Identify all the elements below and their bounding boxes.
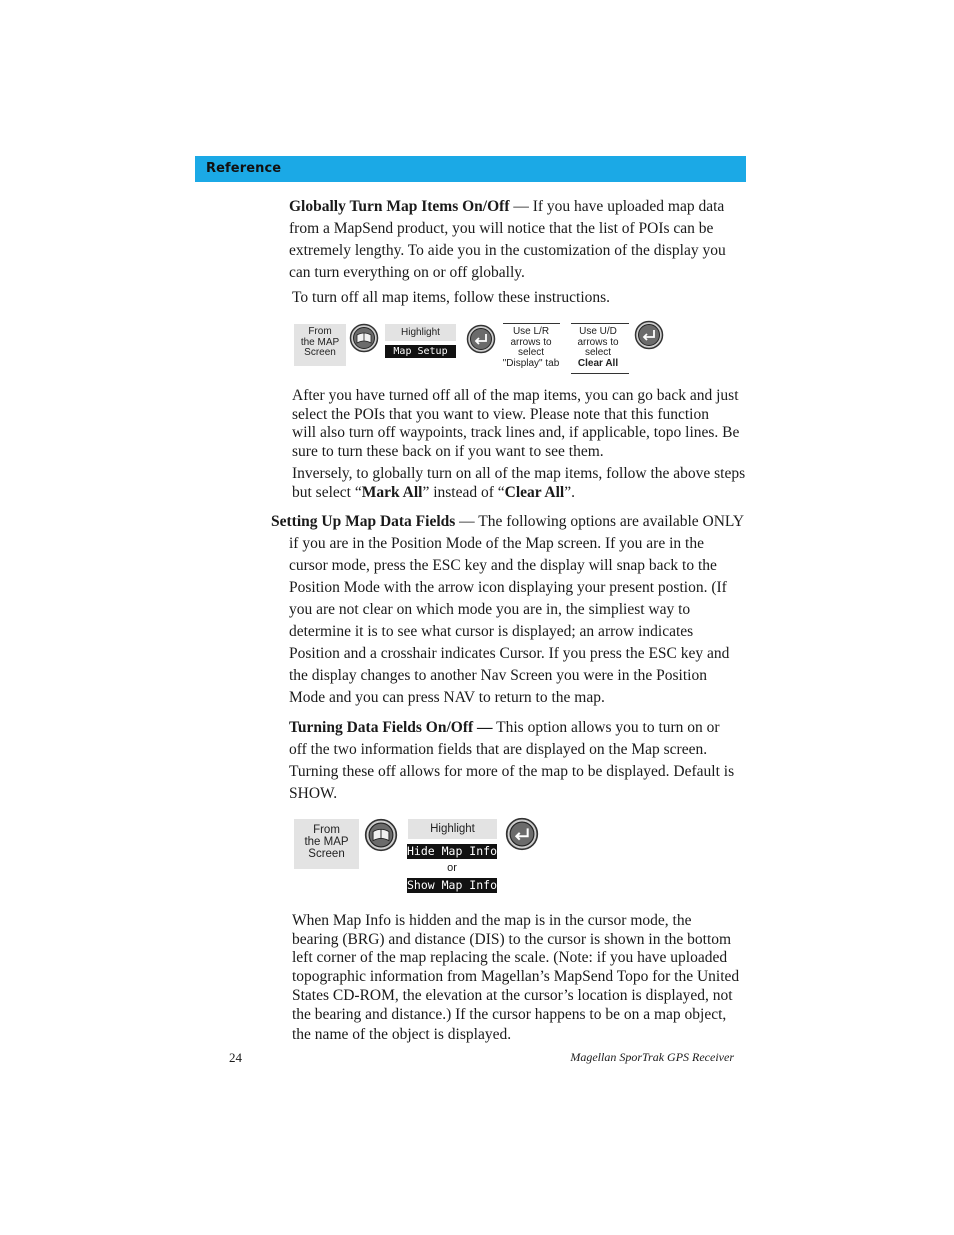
globally-text: extremely lengthy. To aide you in the customization of the display you (289, 242, 726, 259)
from-map-screen-box (294, 819, 359, 869)
clear-all-text: Clear All (504, 483, 565, 501)
step-text: From (313, 824, 340, 836)
inversely-paragraph (292, 465, 752, 502)
step-text: arrows to (577, 336, 619, 348)
step-text: Clear All (577, 357, 619, 369)
turning-heading: Turning Data Fields On/Off — (289, 719, 493, 736)
menu-button-icon (364, 818, 398, 852)
show-map-info-item: Show Map Info (407, 878, 498, 892)
mapinfo-text: When Map Info is hidden and the map is in the cursor mode, the (292, 912, 692, 929)
inversely-text: ” instead of “ (422, 483, 505, 501)
highlight-label: Highlight (408, 819, 497, 839)
turning-text: Turning these off allows for more of the map to be displayed. Default is (289, 763, 735, 780)
product-name: Magellan SporTrak GPS Receiver (570, 1050, 734, 1064)
enter-button-icon (505, 817, 539, 851)
highlight-label: Highlight (385, 324, 456, 341)
step-text: Use U/D (579, 326, 617, 337)
step-text: From (308, 326, 332, 337)
inversely-text: ”. (564, 483, 575, 501)
clear-all-step (566, 327, 630, 369)
setup-text: the display changes to another Nav Screen you were in the Position (289, 667, 707, 684)
step-text: Use L/R (512, 326, 550, 337)
turning-text: off the two information fields that are displayed on the Map screen. (289, 741, 708, 758)
section-header-bar (195, 156, 746, 182)
setup-text: Mode and you can press NAV to return to the map. (289, 689, 605, 706)
step-text: arrows to (510, 336, 552, 348)
inversely-text: Inversely, to globally turn on all of the map items, follow the above steps (292, 465, 746, 482)
step-divider (571, 373, 629, 374)
setup-text: — The following options are available ONLY (455, 513, 745, 530)
globally-text: — If you have uploaded map data (509, 198, 725, 215)
enter-button-icon (466, 324, 496, 354)
step-text: Screen (304, 347, 336, 358)
turning-text: This option allows you to turn on or (492, 719, 720, 736)
map-setup-item: Map Setup (385, 345, 456, 358)
mapinfo-text: left corner of the map replacing the scale. (Note: if you have uploaded (292, 949, 728, 967)
page-number: 24 (229, 1050, 242, 1065)
step-text: the MAP (300, 336, 340, 348)
after-text: select the POIs that you want to view. Please note that this function (292, 405, 709, 423)
step-divider (571, 323, 629, 324)
after-paragraph (292, 387, 752, 462)
setup-first-line (271, 511, 751, 533)
after-text: will also turn off waypoints, track lines and, if applicable, topo lines. Be (292, 424, 740, 442)
setup-text: if you are in the Position Mode of the Map screen. If you are in the (289, 535, 704, 552)
step-text: "Display" tab (502, 357, 560, 369)
setup-paragraph (289, 533, 749, 709)
mapinfo-paragraph (292, 912, 752, 1045)
step-text: select (584, 347, 612, 358)
step-text: select (517, 347, 545, 358)
mapinfo-text: States CD-ROM, the elevation at the cursor’s location is displayed, not (292, 986, 733, 1004)
setup-text: Position and a crosshair indicates Cursor. If you press the ESC key and (289, 645, 730, 662)
turning-paragraph (289, 717, 749, 805)
setup-text: determine it is to see what cursor is displayed; an arrow indicates (289, 623, 694, 640)
globally-paragraph (289, 196, 749, 284)
step-divider (503, 323, 560, 324)
instructions-line: To turn off all map items, follow these instructions. (292, 289, 611, 306)
step-text: Screen (308, 848, 345, 860)
step-text: the MAP (304, 836, 349, 848)
display-tab-step (499, 327, 563, 369)
setup-text: you are not clear on which mode you are in, the simpliest way to (289, 601, 691, 618)
section-title: Reference (206, 161, 282, 176)
setup-heading: Setting Up Map Data Fields (271, 513, 456, 530)
globally-text: can turn everything on or off globally. (289, 264, 525, 281)
turning-text: SHOW. (289, 785, 338, 802)
mapinfo-text: topographic information from Magellan’s MapSend Topo for the United (292, 968, 740, 986)
setup-text: cursor mode, press the ESC key and the display will snap back to the (289, 557, 717, 574)
globally-heading: Globally Turn Map Items On/Off (289, 198, 510, 215)
enter-button-icon (634, 320, 664, 350)
mark-all-text: Mark All (361, 483, 423, 501)
mapinfo-text: the name of the object is displayed. (292, 1026, 512, 1044)
mapinfo-text: bearing (BRG) and distance (DIS) to the cursor is shown in the bottom (292, 930, 732, 948)
or-label: or (447, 862, 457, 874)
inversely-text: but select “ (292, 483, 362, 501)
after-text: sure to turn these back on if you want to see them. (292, 443, 604, 461)
after-text: After you have turned off all of the map items, you can go back and just (292, 387, 739, 404)
mapinfo-text: the bearing and distance.) If the cursor happens to be on a map object, (292, 1005, 727, 1023)
globally-text: from a MapSend product, you will notice that the list of POIs can be (289, 220, 714, 237)
menu-button-icon (349, 323, 379, 353)
setup-text: Position Mode with the arrow icon displaying your present postion. (If (289, 579, 727, 596)
from-map-screen-box (294, 324, 346, 366)
hide-map-info-item: Hide Map Info (407, 844, 498, 858)
